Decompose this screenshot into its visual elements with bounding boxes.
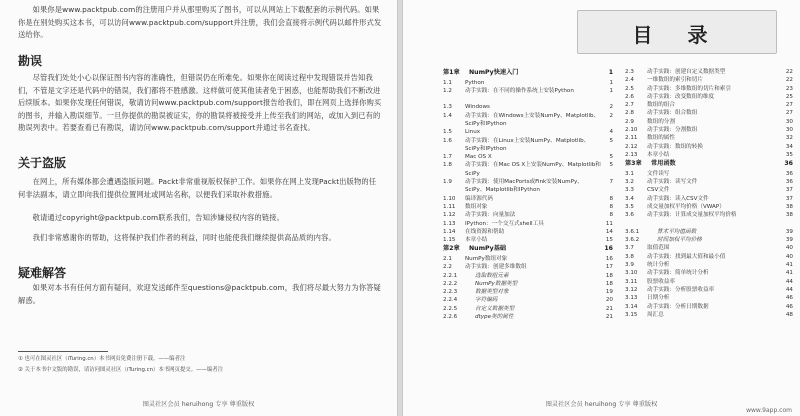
toc-entry-number: 2.2.4 bbox=[443, 297, 458, 304]
errata-heading: 勘误 bbox=[18, 54, 43, 68]
toc-entry-page: 30 bbox=[785, 118, 793, 125]
toc-entry-page: 5 bbox=[609, 162, 613, 169]
toc-entry-title: NumPy数据类型 bbox=[475, 280, 518, 287]
toc-column-right bbox=[625, 68, 793, 319]
toc-entry-number: 2.3 bbox=[625, 69, 634, 75]
toc-entry-row[interactable] bbox=[443, 79, 613, 87]
toc-entry-row[interactable] bbox=[443, 272, 613, 280]
toc-entry-number: 2.6 bbox=[625, 93, 634, 100]
toc-entry-number: 3.2 bbox=[625, 179, 634, 186]
toc-entry-title: 动手实践：改变数组的维度 bbox=[647, 93, 715, 100]
toc-entry-row[interactable] bbox=[625, 203, 793, 211]
toc-entry-page: 25 bbox=[785, 93, 793, 100]
toc-entry-number: 1.12 bbox=[443, 212, 456, 219]
toc-entry-page: 38 bbox=[785, 203, 793, 210]
toc-entry-title: 常用函数 bbox=[651, 160, 676, 168]
toc-entry-title: Linux bbox=[465, 129, 481, 136]
toc-entry-title: Windows bbox=[465, 104, 490, 111]
toc-entry-page: 18 bbox=[605, 280, 613, 287]
toc-entry-row[interactable] bbox=[625, 195, 793, 203]
toc-entry-number: 1.6 bbox=[443, 137, 452, 144]
toc-entry-row[interactable] bbox=[625, 186, 793, 194]
toc-entry-page: 44 bbox=[785, 286, 793, 293]
toc-entry-row[interactable] bbox=[443, 296, 613, 304]
toc-entry-title: 股票收益率 bbox=[647, 278, 675, 285]
piracy-heading: 关于盗版 bbox=[18, 156, 67, 170]
toc-entry-page: 1 bbox=[609, 79, 613, 86]
toc-entry-number: 3.6 bbox=[625, 212, 634, 219]
toc-entry-page: 46 bbox=[785, 295, 793, 302]
qa-heading: 疑难解答 bbox=[18, 266, 67, 280]
toc-entry-number: 第1章 bbox=[443, 69, 460, 76]
toc-entry-row[interactable] bbox=[443, 161, 613, 178]
toc-entry-number: 2.2.2 bbox=[443, 280, 458, 287]
site-watermark: www.9app.com bbox=[746, 407, 792, 414]
toc-entry-row[interactable] bbox=[625, 286, 793, 294]
toc-entry-number: 3.12 bbox=[625, 286, 638, 293]
toc-entry-number: 第2章 bbox=[443, 245, 460, 253]
toc-entry-row[interactable] bbox=[443, 220, 613, 228]
toc-entry-title: 字符编码 bbox=[475, 297, 498, 304]
toc-entry-number: 3.6.1 bbox=[625, 228, 640, 235]
toc-entry-row[interactable] bbox=[625, 68, 793, 76]
toc-entry-page: 20 bbox=[605, 297, 613, 304]
right-page-footer: 图灵社区会员 heruihong 专享 尊重版权 bbox=[545, 401, 658, 408]
toc-entry-page: 38 bbox=[785, 212, 793, 219]
toc-entry-title: NumPy基础 bbox=[469, 245, 507, 253]
toc-entry-number: 2.9 bbox=[625, 118, 634, 125]
toc-entry-number: 2.7 bbox=[625, 102, 634, 109]
toc-entry-row[interactable] bbox=[443, 211, 613, 219]
toc-entry-row[interactable] bbox=[625, 294, 793, 302]
toc-entry-number: 2.2.1 bbox=[443, 272, 458, 279]
toc-entry-title: 动手实践：分割数组 bbox=[647, 127, 698, 134]
toc-entry-title: 一维数组的索引和切片 bbox=[647, 77, 703, 84]
toc-entry-row[interactable] bbox=[625, 278, 793, 286]
qa-paragraph: 如果对本书有任何方面有疑问，欢迎发送邮件至questions@packtpub.com，我们将尽最大努力为你答疑解惑。 bbox=[18, 283, 381, 305]
toc-entry-number: 2.2.3 bbox=[443, 289, 458, 296]
toc-entry-title: 取值范围 bbox=[647, 245, 670, 252]
toc-entry-page: 1 bbox=[608, 69, 613, 76]
toc-entry-title: IPython：一个交互式shell工具 bbox=[465, 220, 544, 227]
toc-entry-title: 周汇总 bbox=[647, 311, 664, 318]
toc-column-left bbox=[443, 68, 613, 321]
toc-entry-number: 1.5 bbox=[443, 129, 452, 136]
toc-entry-title: 时间加权平均价格 bbox=[657, 237, 702, 244]
toc-entry-row[interactable] bbox=[443, 87, 613, 104]
toc-entry-page: 18 bbox=[605, 272, 613, 279]
toc-entry-page: 32 bbox=[785, 135, 793, 142]
toc-entry-number: 2.1 bbox=[443, 255, 452, 262]
toc-entry-number: 3.11 bbox=[625, 278, 638, 285]
toc-entry-row[interactable] bbox=[625, 211, 793, 228]
toc-entry-title: 选取数组元素 bbox=[475, 272, 509, 279]
left-book-page bbox=[0, 0, 398, 416]
toc-entry-row[interactable] bbox=[443, 280, 613, 288]
toc-entry-title: 动手实践：数组的转换 bbox=[647, 143, 703, 150]
toc-entry-title: 动手实践：读入CSV文件 bbox=[647, 195, 709, 202]
toc-entry-row[interactable] bbox=[625, 244, 793, 252]
toc-entry-row[interactable] bbox=[625, 126, 793, 134]
toc-entry-title: 动手实践：读写文件 bbox=[647, 179, 698, 186]
toc-entry-title: 动手实践：使用MacPorts或Fink安装NumPy、SciPy、Matplotlib和IPython bbox=[465, 179, 583, 194]
toc-entry-row[interactable] bbox=[443, 178, 613, 195]
toc-entry-row[interactable] bbox=[625, 118, 793, 126]
toc-entry-number: 2.12 bbox=[625, 143, 638, 150]
toc-entry-row[interactable] bbox=[625, 269, 793, 277]
toc-entry-page: 8 bbox=[609, 195, 613, 202]
footnote-1: ① 也可在图灵社区（iTuring.cn）本书网页免费注册下载。——编者注 bbox=[18, 356, 186, 362]
toc-entry-number: 3.10 bbox=[625, 270, 638, 277]
toc-entry-title: 动手实践：组合数组 bbox=[647, 110, 698, 117]
toc-entry-page: 41 bbox=[785, 262, 793, 269]
toc-entry-number: 3.13 bbox=[625, 295, 638, 302]
toc-entry-number: 3.15 bbox=[625, 311, 638, 318]
toc-entry-page: 2 bbox=[609, 104, 613, 111]
toc-entry-title: 编译源代码 bbox=[465, 195, 493, 202]
toc-entry-row[interactable] bbox=[625, 85, 793, 93]
toc-entry-page: 8 bbox=[609, 212, 613, 219]
toc-entry-title: 动手实践：创建自定义数据类型 bbox=[647, 69, 726, 75]
right-book-page bbox=[402, 0, 800, 416]
toc-entry-row[interactable] bbox=[625, 170, 793, 178]
toc-entry-number: 2.8 bbox=[625, 110, 634, 117]
toc-entry-page: 16 bbox=[604, 245, 613, 253]
toc-entry-page: 4 bbox=[609, 129, 613, 136]
toc-entry-row[interactable] bbox=[625, 311, 793, 319]
toc-entry-title: 文件读写 bbox=[647, 170, 670, 177]
toc-entry-page: 37 bbox=[785, 195, 793, 202]
toc-entry-title: CSV文件 bbox=[647, 187, 670, 194]
toc-entry-number: 2.10 bbox=[625, 127, 638, 134]
toc-entry-row[interactable] bbox=[443, 137, 613, 154]
toc-entry-row[interactable] bbox=[443, 128, 613, 136]
toc-entry-title: 本章小结 bbox=[647, 151, 670, 158]
toc-entry-page: 22 bbox=[785, 77, 793, 84]
toc-entry-number: 1.13 bbox=[443, 220, 456, 227]
toc-entry-page: 14 bbox=[605, 228, 613, 235]
toc-title-box bbox=[577, 10, 777, 54]
toc-entry-row[interactable] bbox=[443, 195, 613, 203]
toc-entry-page: 39 bbox=[785, 237, 793, 244]
toc-chapter-row[interactable] bbox=[625, 159, 793, 170]
toc-entry-row[interactable] bbox=[443, 313, 613, 321]
toc-entry-title: 动手实践：在不同的操作系统上安装Python bbox=[465, 87, 574, 94]
toc-entry-number: 1.14 bbox=[443, 228, 456, 235]
toc-entry-page: 36 bbox=[784, 160, 793, 168]
toc-entry-number: 1.4 bbox=[443, 112, 452, 119]
toc-entry-page: 21 bbox=[605, 305, 613, 312]
toc-entry-title: 动手实践：创建多维数组 bbox=[465, 264, 527, 271]
toc-entry-title: NumPy快速入门 bbox=[469, 69, 519, 76]
toc-entry-title: 自定义数据类型 bbox=[475, 305, 515, 312]
toc-entry-row[interactable] bbox=[443, 112, 613, 129]
toc-entry-number: 2.2.6 bbox=[443, 314, 458, 321]
toc-entry-title: NumPy数组对象 bbox=[465, 255, 508, 262]
toc-entry-page: 5 bbox=[609, 154, 613, 161]
toc-entry-row[interactable] bbox=[625, 101, 793, 109]
toc-entry-page: 30 bbox=[785, 127, 793, 134]
toc-entry-title: 算术平均值函数 bbox=[657, 228, 697, 235]
piracy-paragraph-2: 敬请通过copyright@packtpub.com联系我们，告知涉嫌侵权内容的链接。 bbox=[32, 213, 284, 222]
toc-entry-title: 数据类型对象 bbox=[475, 289, 509, 296]
errata-paragraph: 尽管我们处处小心以保证图书内容的准确性，但错误仍在所难免。如果你在阅读过程中发现错误并告知我们，不管是文字还是代码中的错误，我们都将不胜感激。这样做可使其他读者免于困惑，也能帮助我们不断改进后续版本。如果你发现任何错误，敬请访问www.packtpub.com/support报告给我们，即在网页上选择你购买的图书，并输入勘误细节。一旦你提供的勘误被证实，你的勘误将被接受并上传至我们的网站，或加入到已有的勘误列表中。若要查看已有勘误，请访问www.packtpub.com/support并通过书名查找。 bbox=[18, 73, 382, 133]
toc-entry-page: 35 bbox=[785, 151, 793, 158]
toc-entry-title: 动手实践：在Linux上安装NumPy、Matplotlib、SciPy和IPython bbox=[465, 137, 590, 152]
toc-entry-number: 2.2 bbox=[443, 264, 452, 271]
piracy-paragraph-1: 在网上，所有媒体都会遭遇盗版问题。Packt非常重视版权保护工作。如果你在网上发现Packt出版物的任何非法副本，请立即向我们提供位置网址或网站名称，以便我们采取补救措施。 bbox=[18, 177, 377, 199]
toc-entry-row[interactable] bbox=[443, 263, 613, 271]
left-page-footer: 图灵社区会员 heruihong 专享 尊重版权 bbox=[142, 401, 255, 408]
toc-entry-title: 动手实践：找到最大值和最小值 bbox=[647, 253, 726, 260]
toc-entry-page: 7 bbox=[609, 179, 613, 186]
toc-entry-number: 3.1 bbox=[625, 170, 634, 177]
toc-entry-row[interactable] bbox=[443, 288, 613, 296]
toc-entry-number: 3.9 bbox=[625, 262, 634, 269]
toc-entry-row[interactable] bbox=[625, 261, 793, 269]
toc-entry-page: 8 bbox=[609, 203, 613, 210]
toc-chapter-row[interactable] bbox=[443, 68, 613, 79]
toc-entry-row[interactable] bbox=[625, 228, 793, 236]
footnote-divider bbox=[18, 351, 108, 352]
toc-entry-page: 34 bbox=[785, 143, 793, 150]
toc-entry-title: 数组的属性 bbox=[647, 135, 675, 142]
toc-entry-number: 1.11 bbox=[443, 203, 456, 210]
toc-entry-row[interactable] bbox=[625, 178, 793, 186]
toc-entry-title: Python bbox=[465, 79, 485, 86]
toc-entry-title: 成交量加权平均价格（VWAP） bbox=[647, 203, 725, 210]
toc-title: 目 录 bbox=[632, 23, 722, 47]
toc-entry-page: 27 bbox=[785, 110, 793, 117]
toc-entry-page: 23 bbox=[785, 85, 793, 92]
toc-entry-page: 21 bbox=[605, 314, 613, 321]
toc-entry-number: 3.8 bbox=[625, 253, 634, 260]
piracy-paragraph-3: 我们非常感谢你的帮助，这将保护我们作者的利益，同时也能使我们继续提供高品质的内容。 bbox=[32, 233, 336, 242]
toc-entry-number: 2.2.5 bbox=[443, 305, 458, 312]
toc-entry-number: 1.3 bbox=[443, 104, 452, 111]
toc-entry-title: 数组的组合 bbox=[647, 102, 675, 109]
toc-entry-title: dtype类的属性 bbox=[475, 314, 514, 321]
toc-entry-page: 27 bbox=[785, 102, 793, 109]
toc-entry-row[interactable] bbox=[625, 76, 793, 84]
toc-entry-number: 1.8 bbox=[443, 162, 452, 169]
toc-chapter-row[interactable] bbox=[443, 244, 613, 255]
toc-entry-title: 动手实践：分析日期数据 bbox=[647, 303, 709, 310]
toc-entry-number: 第3章 bbox=[625, 160, 642, 168]
toc-entry-page: 15 bbox=[605, 237, 613, 244]
toc-entry-number: 1.7 bbox=[443, 154, 452, 161]
toc-entry-page: 16 bbox=[605, 255, 613, 262]
toc-entry-row[interactable] bbox=[443, 305, 613, 313]
toc-entry-row[interactable] bbox=[443, 228, 613, 236]
toc-entry-page: 41 bbox=[785, 270, 793, 277]
toc-entry-title: 动手实践：在Windows上安装NumPy、Matplotlib、SciPy和IPython bbox=[465, 112, 600, 127]
toc-entry-page: 36 bbox=[785, 170, 793, 177]
download-paragraph: 如果你是www.packtpub.com的注册用户并从那里购买了图书，可以从网站上下载配套的示例代码。如果你是在别处购买这本书，可以访问www.packtpub.com/support并注册，我们会直接将示例代码以邮件形式发送给你。 bbox=[18, 5, 382, 40]
toc-entry-page: 39 bbox=[785, 228, 793, 235]
toc-entry-number: 3.7 bbox=[625, 245, 634, 252]
toc-entry-number: 1.10 bbox=[443, 195, 456, 202]
toc-entry-title: 统计分析 bbox=[647, 262, 670, 269]
toc-entry-row[interactable] bbox=[625, 236, 793, 244]
toc-entry-page: 11 bbox=[605, 220, 613, 227]
toc-entry-number: 3.4 bbox=[625, 195, 634, 202]
toc-entry-title: 本章小结 bbox=[465, 237, 488, 244]
toc-entry-number: 3.14 bbox=[625, 303, 638, 310]
toc-entry-row[interactable] bbox=[443, 255, 613, 263]
toc-entry-title: 动手实践：多维数组的切片和索引 bbox=[647, 85, 731, 92]
toc-entry-page: 36 bbox=[785, 179, 793, 186]
toc-entry-page: 46 bbox=[785, 303, 793, 310]
toc-entry-page: 17 bbox=[605, 264, 613, 271]
toc-entry-row[interactable] bbox=[443, 153, 613, 161]
toc-entry-number: 2.4 bbox=[625, 77, 634, 84]
toc-entry-title: 动手实践：简单统计分析 bbox=[647, 270, 709, 277]
toc-entry-row[interactable] bbox=[625, 93, 793, 101]
toc-entry-page: 19 bbox=[605, 289, 613, 296]
toc-entry-number: 1.1 bbox=[443, 79, 452, 86]
toc-entry-number: 3.5 bbox=[625, 203, 634, 210]
toc-entry-row[interactable] bbox=[625, 134, 793, 142]
toc-entry-row[interactable] bbox=[443, 236, 613, 244]
toc-entry-page: 40 bbox=[785, 245, 793, 252]
toc-entry-page: 48 bbox=[785, 311, 793, 318]
toc-entry-number: 3.3 bbox=[625, 187, 634, 194]
toc-entry-row[interactable] bbox=[625, 303, 793, 311]
toc-entry-title: 日期分析 bbox=[647, 295, 670, 302]
toc-entry-page: 40 bbox=[785, 253, 793, 260]
toc-entry-title: 动手实践：计算成交量加权平均价格 bbox=[647, 212, 737, 219]
toc-entry-number: 1.15 bbox=[443, 237, 456, 244]
toc-entry-page: 5 bbox=[609, 137, 613, 144]
toc-entry-page: 37 bbox=[785, 187, 793, 194]
toc-entry-title: 数组对象 bbox=[465, 203, 488, 210]
toc-entry-page: 2 bbox=[609, 112, 613, 119]
toc-entry-title: 动手实践：分析股票收益率 bbox=[647, 286, 715, 293]
toc-entry-title: Mac OS X bbox=[465, 154, 492, 161]
toc-entry-row[interactable] bbox=[443, 103, 613, 111]
toc-entry-number: 2.11 bbox=[625, 135, 638, 142]
toc-entry-title: 在线资源和帮助 bbox=[465, 228, 505, 235]
toc-entry-page: 1 bbox=[609, 87, 613, 94]
toc-entry-number: 2.5 bbox=[625, 85, 634, 92]
toc-entry-row[interactable] bbox=[625, 151, 793, 159]
toc-entry-title: 数组的分割 bbox=[647, 118, 675, 125]
toc-entry-row[interactable] bbox=[625, 253, 793, 261]
toc-entry-page: 44 bbox=[785, 278, 793, 285]
toc-entry-title: 动手实践：在Mac OS X上安装NumPy、Matplotlib和SciPy bbox=[465, 162, 601, 177]
toc-entry-row[interactable] bbox=[625, 143, 793, 151]
toc-entry-page: 22 bbox=[785, 69, 793, 75]
toc-entry-number: 1.9 bbox=[443, 179, 452, 186]
toc-entry-number: 3.6.2 bbox=[625, 237, 640, 244]
toc-entry-title: 动手实践：向量加法 bbox=[465, 212, 516, 219]
toc-entry-row[interactable] bbox=[625, 109, 793, 117]
toc-entry-row[interactable] bbox=[443, 203, 613, 211]
toc-entry-number: 2.13 bbox=[625, 151, 638, 158]
toc-entry-number: 1.2 bbox=[443, 87, 452, 94]
footnote-2: ② 关于本书中文版的勘误，请访问图灵社区（iTuring.cn）本书网页提交。——编者注 bbox=[18, 367, 224, 373]
